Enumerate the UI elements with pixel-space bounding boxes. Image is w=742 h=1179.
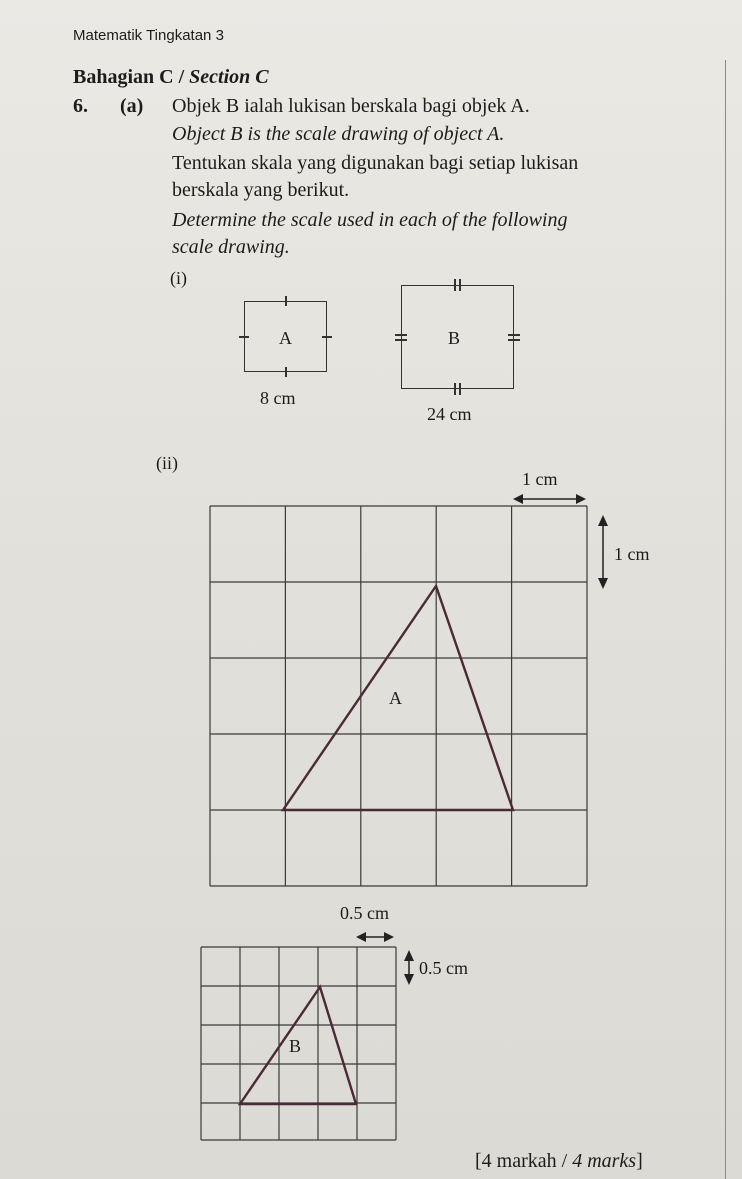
question-text-en-2b: scale drawing. bbox=[172, 236, 290, 258]
square-a-label: A bbox=[279, 328, 292, 348]
square-b-label: B bbox=[448, 328, 461, 348]
grid-b-vertical-arrow bbox=[404, 950, 414, 985]
section-title: Bahagian C / Section C bbox=[73, 66, 269, 88]
marks-allocation: [4 markah / 4 marks] bbox=[475, 1150, 643, 1172]
grid-a-vertical-unit: 1 cm bbox=[614, 544, 650, 564]
square-b-side-length: 24 cm bbox=[427, 404, 472, 424]
square-a-side-length: 8 cm bbox=[260, 388, 296, 408]
triangle-a-label: A bbox=[389, 688, 402, 708]
question-text-ms-2b: berskala yang berikut. bbox=[172, 179, 350, 201]
grid-b-vertical-unit: 0.5 cm bbox=[419, 958, 468, 978]
question-text-en-2a: Determine the scale used in each of the following bbox=[172, 209, 568, 231]
question-text-ms-1: Objek B ialah lukisan berskala bagi objek A. bbox=[172, 95, 530, 117]
part-i-label: (i) bbox=[170, 268, 187, 288]
page-header: Matematik Tingkatan 3 bbox=[73, 27, 224, 44]
question-number: 6. bbox=[73, 95, 88, 117]
part-ii-label: (ii) bbox=[156, 453, 178, 473]
grid-a-horizontal-unit: 1 cm bbox=[522, 469, 558, 489]
triangle-b-label: B bbox=[289, 1036, 302, 1056]
question-part: (a) bbox=[120, 95, 144, 117]
grid-b-horizontal-unit: 0.5 cm bbox=[340, 903, 389, 923]
question-text-en-1: Object B is the scale drawing of object A. bbox=[172, 123, 505, 145]
grid-b-horizontal-arrow bbox=[356, 932, 394, 942]
question-text-ms-2a: Tentukan skala yang digunakan bagi setiap lukisan bbox=[172, 152, 579, 174]
